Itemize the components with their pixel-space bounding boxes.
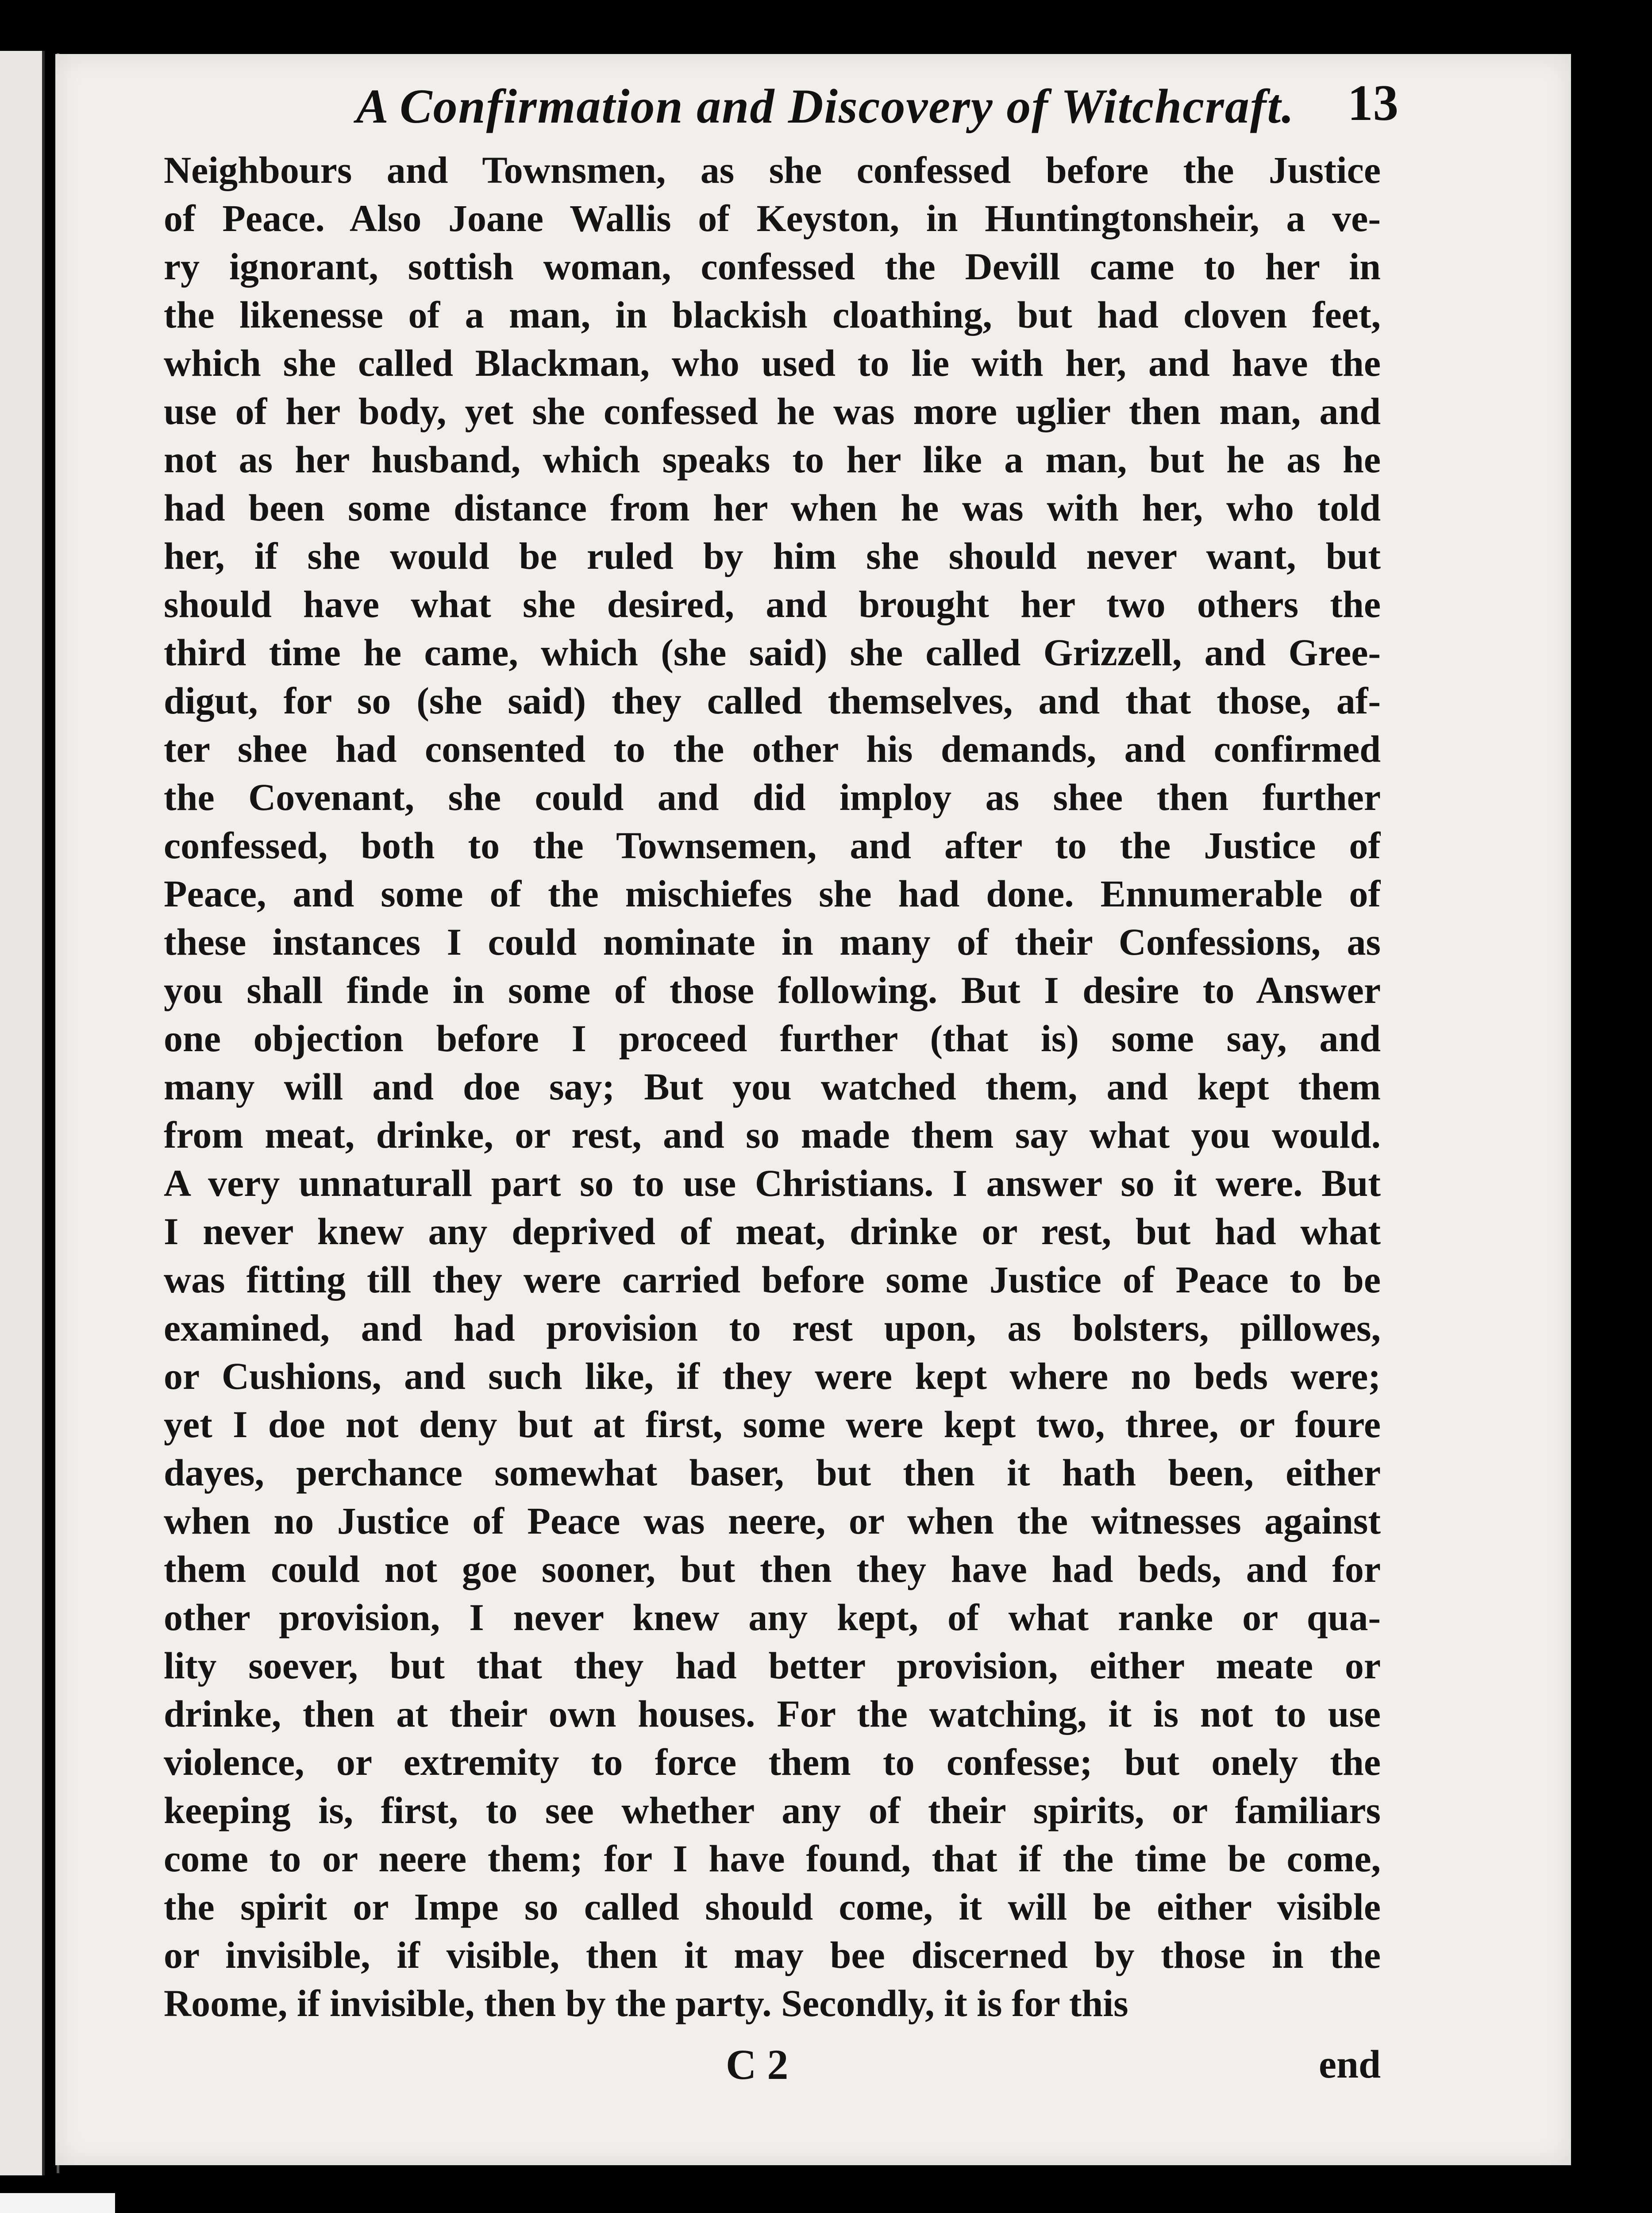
text-line: digut, for so (she said) they called themselves, and that those, af- [164, 679, 1381, 722]
text-line: ry ignorant, sottish woman, confessed the Devill came to her in [164, 245, 1381, 288]
signature-mark: C 2 [726, 2041, 789, 2088]
scan-label [0, 2193, 115, 2213]
text-line: was fitting till they were carried before some Justice of Peace to be [164, 1258, 1381, 1301]
text-line: of Peace. Also Joane Wallis of Keyston, in Huntingtonsheir, a ve- [164, 197, 1381, 239]
text-line: dayes, perchance somewhat baser, but then it hath been, either [164, 1451, 1381, 1494]
text-line: Roome, if invisible, then by the party. Secondly, it is for this [164, 1982, 1128, 2024]
text-line: Neighbours and Townsmen, as she confessed before the Justice [164, 149, 1381, 191]
text-line: or Cushions, and such like, if they were kept where no beds were; [164, 1355, 1381, 1397]
text-line: from meat, drinke, or rest, and so made them say what you would. [164, 1114, 1381, 1156]
text-line: them could not goe sooner, but then they have had beds, and for [164, 1548, 1381, 1590]
text-line: violence, or extremity to force them to confesse; but onely the [164, 1741, 1381, 1783]
text-line: examined, and had provision to rest upon, as bolsters, pillowes, [164, 1307, 1381, 1349]
text-line: you shall finde in some of those following. But I desire to Answer [164, 969, 1381, 1011]
text-line: lity soever, but that they had better provision, either meate or [164, 1644, 1381, 1687]
text-line: which she called Blackman, who used to lie with her, and have the [164, 342, 1381, 384]
text-line: not as her husband, which speaks to her like a man, but he as he [164, 438, 1381, 481]
text-line: had been some distance from her when he was with her, who told [164, 486, 1381, 529]
text-line: yet I doe not deny but at first, some were kept two, three, or foure [164, 1403, 1381, 1446]
text-line: or invisible, if visible, then it may bee discerned by those in the [164, 1934, 1381, 1976]
catchword: end [1318, 2043, 1381, 2086]
text-line: I never knew any deprived of meat, drinke or rest, but had what [164, 1210, 1381, 1253]
text-line: come to or neere them; for I have found, that if the time be come, [164, 1837, 1381, 1880]
text-line: Peace, and some of the mischiefes she had done. Ennumerable of [164, 872, 1381, 915]
text-line: her, if she would be ruled by him she should never want, but [164, 535, 1381, 577]
text-line: these instances I could nominate in many of their Confessions, as [164, 921, 1381, 963]
text-line: ter shee had consented to the other his demands, and confirmed [164, 728, 1381, 770]
text-line: A very unnaturall part so to use Christians. I answer so it were. But [164, 1162, 1381, 1204]
page-number: 13 [1348, 75, 1398, 131]
body-text [164, 146, 1381, 2028]
running-title: A Confirmation and Discovery of Witchcraft. [356, 79, 1295, 133]
text-line: many will and doe say; But you watched them, and kept them [164, 1065, 1381, 1108]
text-line: the spirit or Impe so called should come, it will be either visible [164, 1885, 1381, 1928]
text-line: confessed, both to the Townsemen, and after to the Justice of [164, 824, 1381, 867]
text-line: one objection before I proceed further (that is) some say, and [164, 1017, 1381, 1060]
text-line: use of her body, yet she confessed he was more uglier then man, and [164, 390, 1381, 432]
text-line: other provision, I never knew any kept, of what ranke or qua- [164, 1596, 1381, 1639]
text-line: third time he came, which (she said) she called Grizzell, and Gree- [164, 631, 1381, 674]
text-line: the likenesse of a man, in blackish cloathing, but had cloven feet, [164, 293, 1381, 336]
previous-page-edge [0, 51, 45, 2175]
text-line: the Covenant, she could and did imploy as shee then further [164, 776, 1381, 818]
text-line: should have what she desired, and brought her two others the [164, 583, 1381, 625]
text-line: drinke, then at their own houses. For the watching, it is not to use [164, 1693, 1381, 1735]
text-line: keeping is, first, to see whether any of their spirits, or familiars [164, 1789, 1381, 1831]
text-line: when no Justice of Peace was neere, or when the witnesses against [164, 1500, 1381, 1542]
